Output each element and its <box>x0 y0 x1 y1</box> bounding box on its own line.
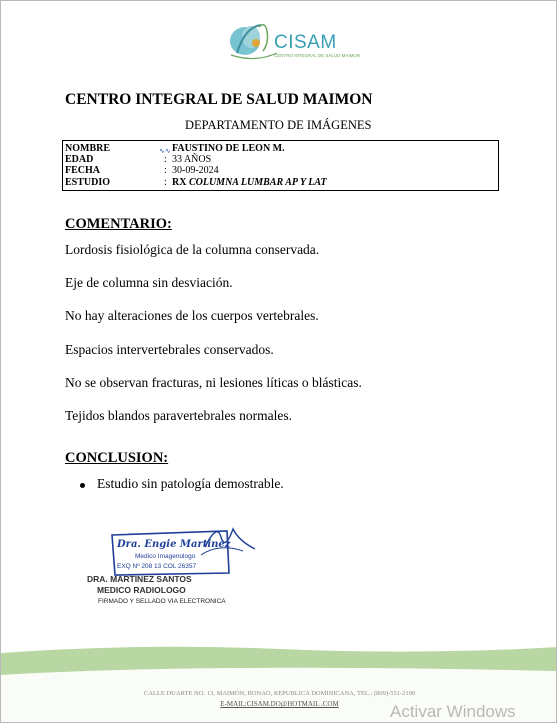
exam-date-value: 30-09-2024 <box>172 165 219 176</box>
comment-line: Espacios intervertebrales conservados. <box>65 342 274 357</box>
conclusion-item-text: Estudio sin patología demostrable. <box>97 476 284 491</box>
bullet-icon <box>80 483 85 488</box>
logo-name: CISAM <box>274 32 337 53</box>
doctor-name: DRA. MARTINEZ SANTOS <box>87 574 192 584</box>
activate-windows-watermark: Activar Windows <box>390 702 516 721</box>
study-colon: : <box>164 177 167 188</box>
department-title: DEPARTAMENTO DE IMÁGENES <box>185 118 372 132</box>
comment-line: Tejidos blandos paravertebrales normales. <box>65 408 292 423</box>
footer-email-prefix: E-MAIL: <box>220 700 247 708</box>
conclusion-heading: CONCLUSION: <box>65 450 169 466</box>
comment-line: No hay alteraciones de los cuerpos vertebrales. <box>65 308 319 323</box>
stamp-name: Dra. Engie Martinez <box>117 539 231 550</box>
exam-date-label: FECHA <box>65 165 100 176</box>
study-description: COLUMNA LUMBAR AP Y LAT <box>188 177 327 188</box>
stamp-exeq: EXQ Nº 208 13 COL 26357 <box>117 563 197 570</box>
study-value <box>172 177 327 188</box>
exam-date-colon: : <box>164 165 167 176</box>
patient-name-label: NOMBRE <box>65 143 110 154</box>
spellcheck-squiggle-icon: ∿∿ <box>159 147 171 155</box>
doctor-stamp-signature <box>109 521 259 581</box>
center-title: CENTRO INTEGRAL DE SALUD MAIMON <box>65 91 373 108</box>
comment-heading: COMENTARIO: <box>65 216 172 232</box>
patient-age-value: 33 AÑOS <box>172 154 212 165</box>
logo-subtitle: CENTRO INTEGRAL DE SALUD MAIMON <box>274 53 361 58</box>
footer-address: CALLE DUARTE NO. 13, MAIMÓN, BONAO, REPUBLICA DOMINICANA, TEL.: (809)-551-2190 <box>143 690 416 697</box>
comment-line: Eje de columna sin desviación. <box>65 275 233 290</box>
signature-note: FIRMADO Y SELLADO VIA ELECTRONICA <box>98 598 226 605</box>
comment-line: No se observan fracturas, ni lesiones líticas o blásticas. <box>65 375 362 390</box>
patient-name-value: FAUSTINO DE LEON M. <box>172 143 285 154</box>
footer-email-address: CISAM.DO@HOTMAIL .COM <box>246 700 339 708</box>
stamp-title: Medico Imagenologo <box>135 553 196 560</box>
study-prefix: RX <box>172 177 187 188</box>
patient-info-box <box>62 140 499 191</box>
patient-age-label: EDAD <box>65 154 94 165</box>
patient-age-colon: : <box>164 154 167 165</box>
doctor-role: MEDICO RADIOLOGO <box>97 585 186 595</box>
study-label: ESTUDIO <box>65 177 111 188</box>
comment-line: Lordosis fisiológica de la columna conservada. <box>65 242 320 257</box>
